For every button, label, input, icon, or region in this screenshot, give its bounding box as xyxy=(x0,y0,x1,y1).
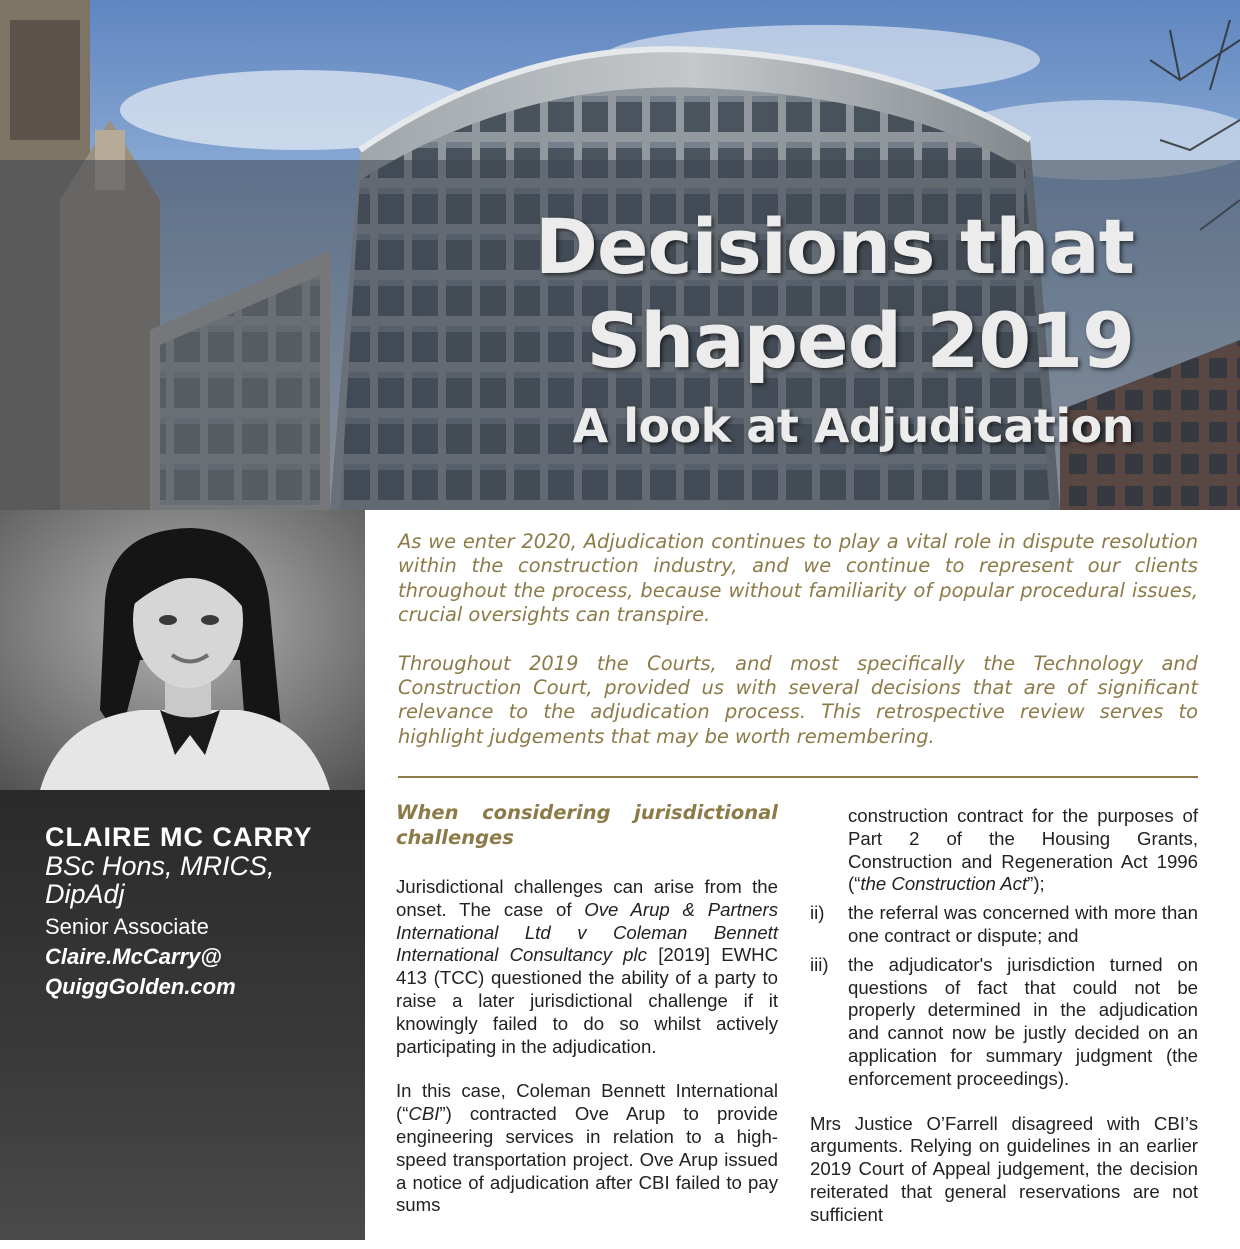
paragraph-text: ”); xyxy=(1027,873,1045,895)
section-heading-line-1: When considering jurisdictional xyxy=(396,801,778,824)
body-column-left xyxy=(396,800,778,1239)
page-title-line-1: Decisions that xyxy=(534,202,1134,291)
author-panel xyxy=(0,790,365,1240)
body-paragraph-3: Mrs Justice O’Farrell disagreed with CBI’s arguments. Relying on guidelines in an earlier 2019 Court of Appeal judgement, the decision reiterated that general reservations are not sufficient xyxy=(810,1112,1198,1225)
author-portrait xyxy=(0,510,365,790)
author-photo xyxy=(0,510,365,790)
intro-paragraph-2: Throughout 2019 the Courts, and most specifically the Technology and Construction Court, provided us with several decisions that are of significant relevance to the adjudication process. This retrospective review serves to highlight judgements that may be worth remembering. xyxy=(398,651,1198,748)
list-item-continuation xyxy=(848,805,1198,896)
paragraph-text: Jurisdictional challenges can arise from the onset. The case of xyxy=(396,876,778,920)
intro-section xyxy=(398,530,1198,773)
case-citation: Ove Arup & Partners International Ltd v Coleman Bennett International Consultancy plc xyxy=(396,898,778,966)
title-block xyxy=(535,200,1134,456)
paragraph-text: [2019] EWHC 413 (TCC) questioned the ability of a party to raise a later jurisdictional challenge if it knowingly failed to do so whilst actively participating in the adjudication. xyxy=(396,944,778,1057)
list-item-number: iii) xyxy=(810,953,829,975)
list-item xyxy=(810,954,1198,1091)
party-abbreviation: CBI xyxy=(408,1103,440,1125)
intro-paragraph-1: As we enter 2020, Adjudication continues to play a vital role in dispute resolution within the construction industry, and we continue to represent our clients throughout the process, because without familiarity of popular procedural issues, crucial oversights can transpire. xyxy=(398,530,1198,627)
list-item-text: the referral was concerned with more than one contract or dispute; and xyxy=(848,902,1198,946)
author-role: Senior Associate xyxy=(45,914,209,939)
paragraph-text: In this case, Coleman Bennett International (“ xyxy=(396,1080,778,1125)
page-title-line-2: Shaped 2019 xyxy=(586,296,1134,385)
author-email-line-2: QuiggGolden.com xyxy=(45,974,236,999)
body-paragraph-2 xyxy=(396,1080,778,1217)
author-name: CLAIRE MC CARRY xyxy=(45,822,313,852)
section-heading xyxy=(396,800,778,850)
body-paragraph-1 xyxy=(396,876,778,1058)
list-item-number: ii) xyxy=(810,902,825,924)
section-divider xyxy=(398,776,1198,778)
list-item-text: the adjudicator's jurisdiction turned on questions of fact that could not be properly determined in the adjudication and cannot now be justly decided on an application for summary judgment (the enforcement proceedings). xyxy=(848,953,1198,1089)
section-heading-line-2: challenges xyxy=(396,826,514,849)
paragraph-text: ”) contracted Ove Arup to provide engineering services in relation to a high-speed transportation project. Ove Arup issued a notice of adjudication after CBI failed to pay sums xyxy=(396,1103,778,1216)
author-qualifications: BSc Hons, MRICS, DipAdj xyxy=(45,851,275,909)
paragraph-text: construction contract for the purposes of Part 2 of the Housing Grants, Construction and Regeneration Act 1996 (“ xyxy=(848,805,1198,895)
body-column-right xyxy=(810,805,1198,1249)
page-subtitle: A look at Adjudication xyxy=(572,399,1134,453)
author-email-line-1: Claire.McCarry@ xyxy=(45,944,222,969)
hero-banner xyxy=(0,0,1240,510)
act-name: the Construction Act xyxy=(860,873,1028,895)
author-email-link[interactable] xyxy=(45,942,345,1002)
list-item xyxy=(810,902,1198,948)
